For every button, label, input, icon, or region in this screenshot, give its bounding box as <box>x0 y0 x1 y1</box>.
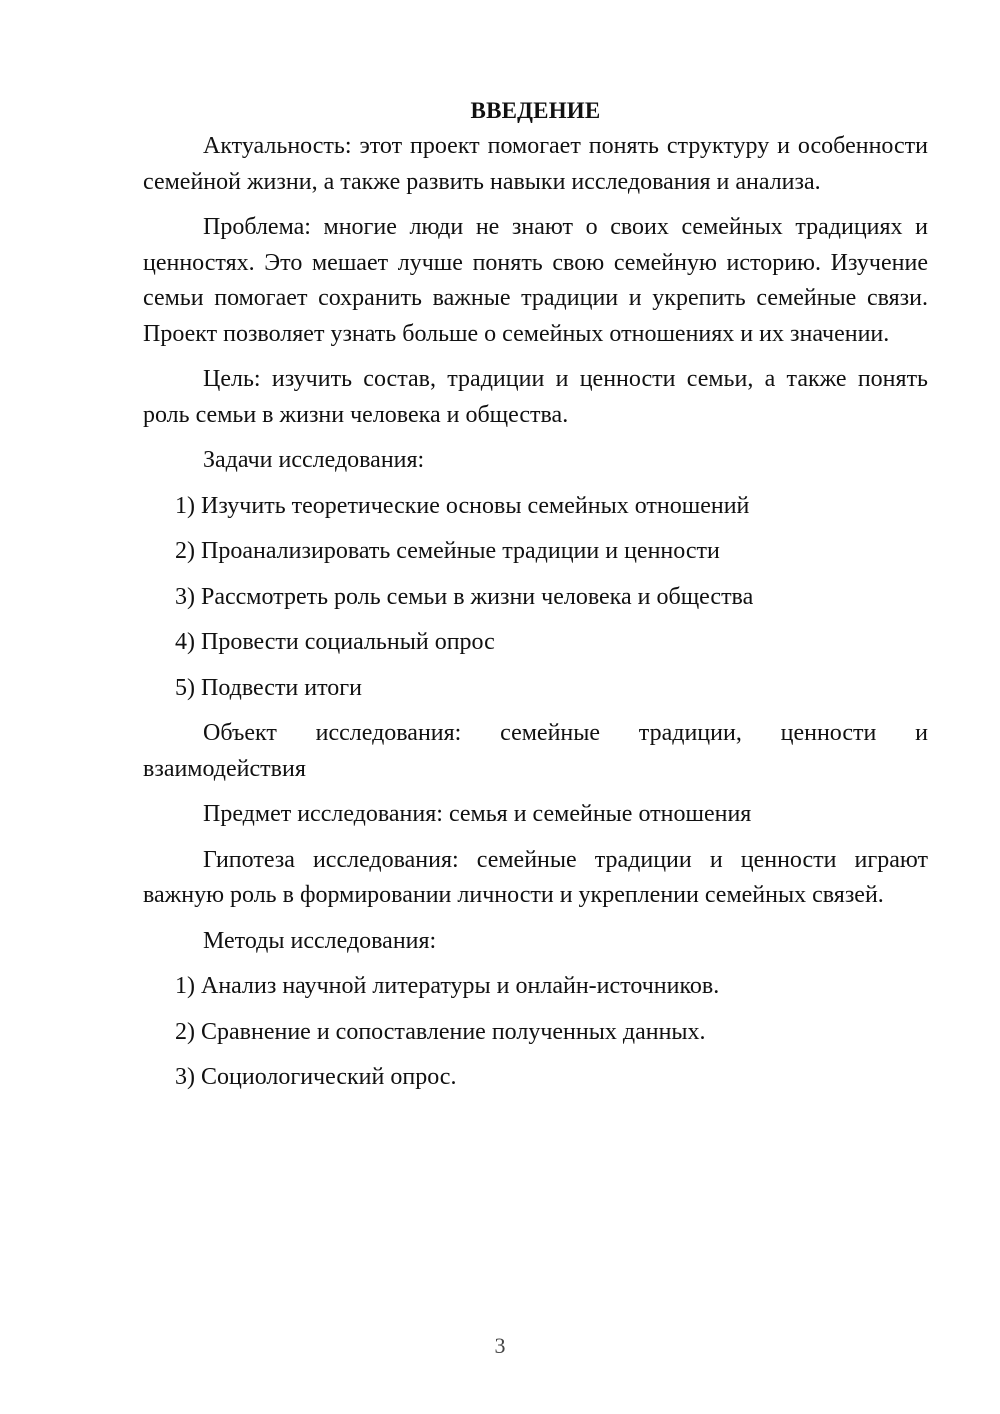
relevance-paragraph: Актуальность: этот проект помогает понять структуру и особенности семейной жизни, а также развить навыки исследования и анализа. <box>143 133 928 195</box>
problem-paragraph: Проблема: многие люди не знают о своих семейных традициях и ценностях. Это мешает лучше понять свою семейную историю. Изучение семьи помогает сохранить важные традиции и укрепить семейные связи. Проект позволяет узнать больше о семейных отношениях и их значении. <box>143 214 928 347</box>
subject-paragraph: Предмет исследования: семья и семейные отношения <box>203 801 752 827</box>
list-item: 3) Рассмотреть роль семьи в жизни человека и общества <box>175 583 754 610</box>
goal-paragraph: Цель: изучить состав, традиции и ценности семьи, а также понять роль семьи в жизни человека и общества. <box>143 366 928 428</box>
object-paragraph: Объект исследования: семейные традиции, ценности и взаимодействия <box>143 720 928 782</box>
methods-heading: Методы исследования: <box>203 927 437 954</box>
list-item: 4) Провести социальный опрос <box>175 629 495 655</box>
list-item: 3) Социологический опрос. <box>175 1064 457 1090</box>
hypothesis-paragraph: Гипотеза исследования: семейные традиции и ценности играют важную роль в формировании личности и укреплении семейных связей. <box>143 846 928 908</box>
tasks-heading: Задачи исследования: <box>203 447 425 473</box>
list-item: 1) Анализ научной литературы и онлайн-источников. <box>175 973 720 999</box>
methods-list <box>143 969 928 1096</box>
list-item: 5) Подвести итоги <box>175 674 362 701</box>
list-item: 2) Проанализировать семейные традиции и ценности <box>175 538 720 564</box>
page-content <box>143 94 928 1106</box>
section-title: ВВЕДЕНИЕ <box>470 98 601 123</box>
list-item: 1) Изучить теоретические основы семейных отношений <box>175 492 750 519</box>
list-item: 2) Сравнение и сопоставление полученных данных. <box>175 1018 706 1045</box>
page-number: 3 <box>494 1333 506 1358</box>
tasks-list <box>143 489 928 707</box>
